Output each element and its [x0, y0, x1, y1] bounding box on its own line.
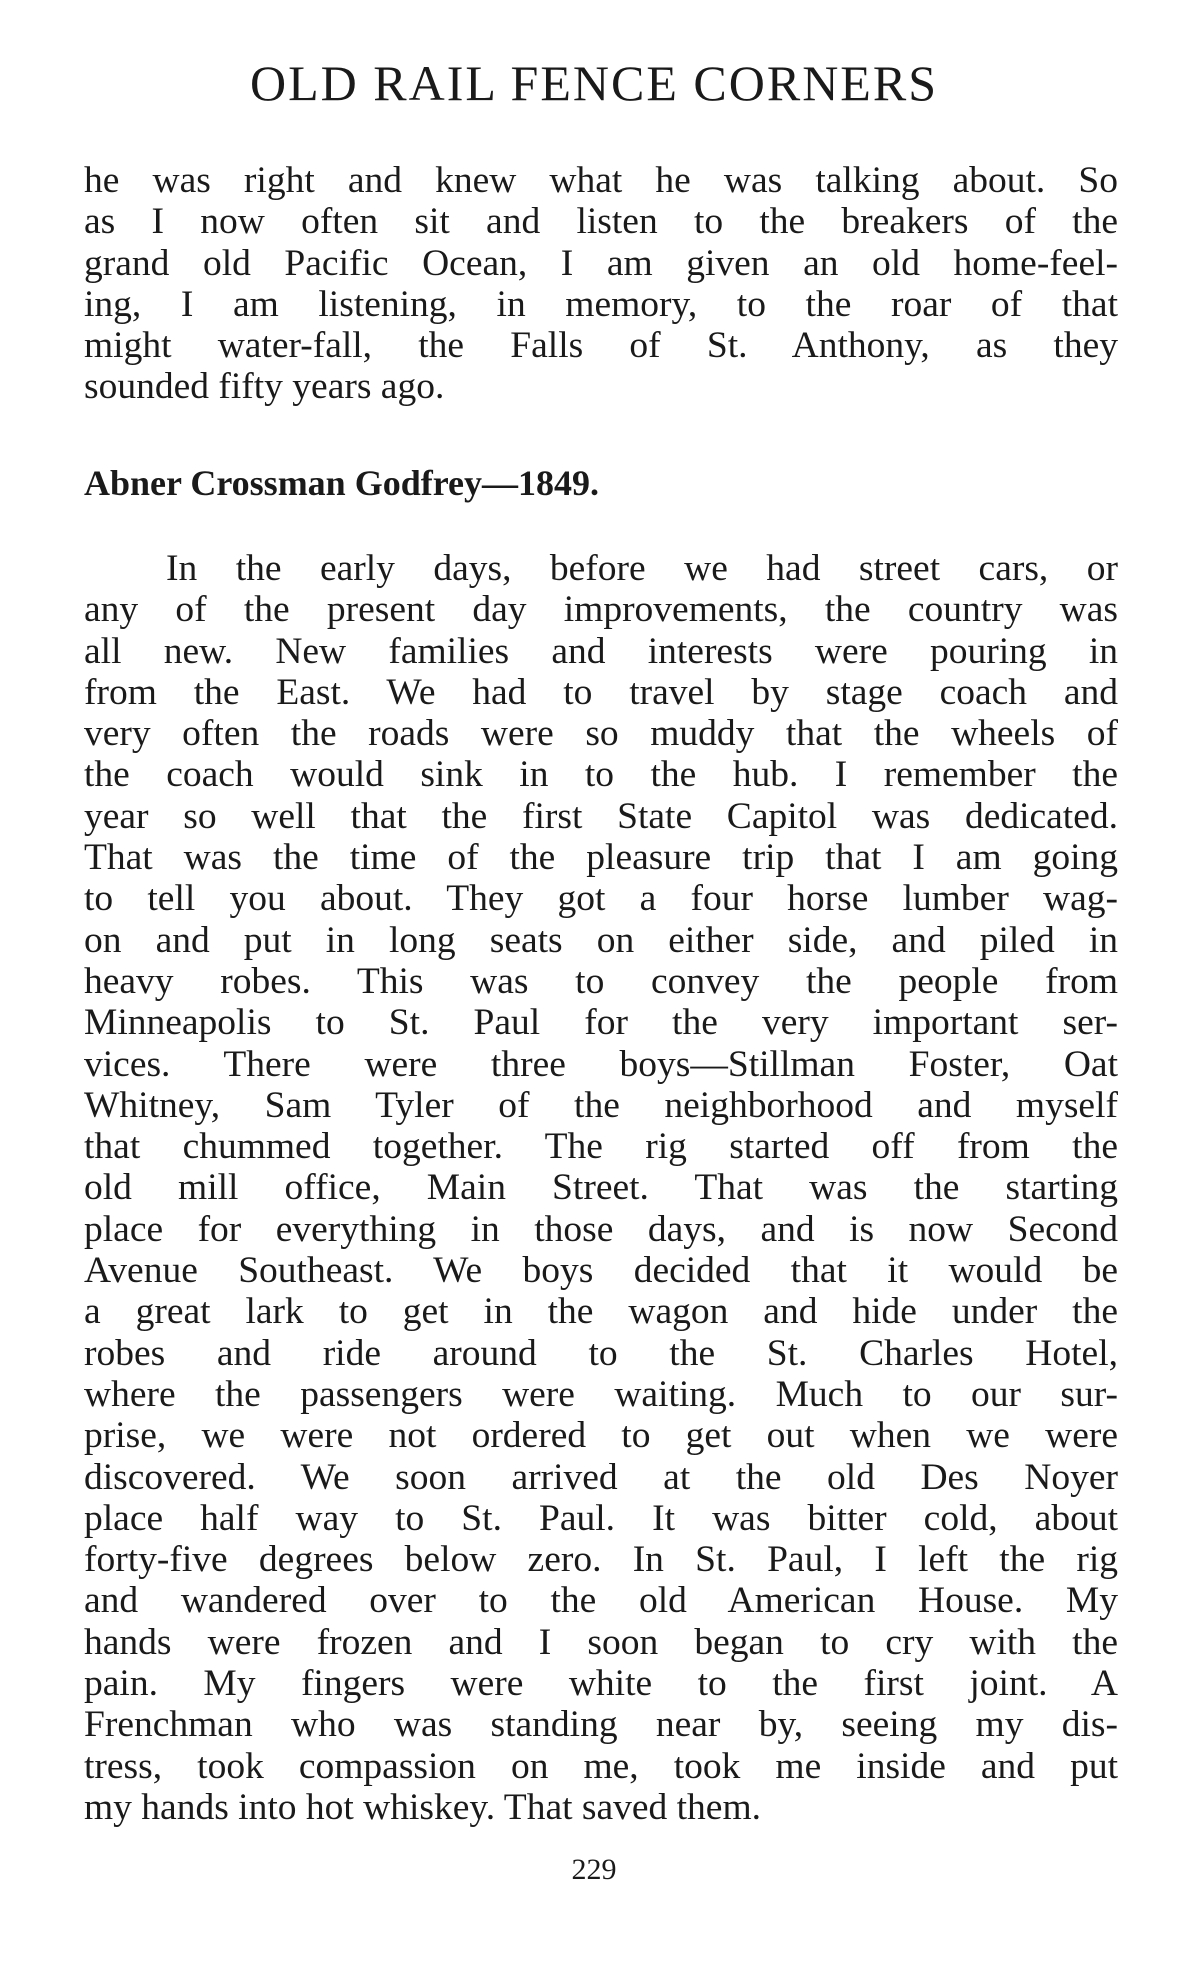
text-line: Avenue Southeast. We boys decided that it would be	[84, 1250, 1118, 1292]
text-line: Minneapolis to St. Paul for the very important ser-	[84, 1002, 1118, 1044]
text-line: pain. My fingers were white to the first joint. A	[84, 1663, 1118, 1705]
section-heading: Abner Crossman Godfrey—1849.	[84, 463, 600, 503]
text-line: year so well that the first State Capitol was dedicated.	[84, 795, 1118, 837]
page-number: 229	[571, 1853, 617, 1886]
text-line: from the East. We had to travel by stage coach and	[84, 671, 1118, 713]
text-line: where the passengers were waiting. Much to our sur-	[84, 1373, 1118, 1415]
running-head: OLD RAIL FENCE CORNERS	[249, 55, 939, 111]
text-line: prise, we were not ordered to get out when we were	[84, 1415, 1118, 1457]
text-line: heavy robes. This was to convey the people from	[84, 960, 1118, 1002]
text-line: In the early days, before we had street cars, or	[166, 548, 1118, 589]
text-line: sounded fifty years ago.	[84, 366, 445, 408]
text-line: ing, I am listening, in memory, to the roar of that	[84, 283, 1118, 325]
text-line: old mill office, Main Street. That was the starting	[84, 1167, 1118, 1209]
narrative-paragraph	[84, 548, 1118, 1828]
text-line: vices. There were three boys—Stillman Foster, Oat	[84, 1043, 1118, 1085]
text-line: tress, took compassion on me, took me inside and put	[84, 1745, 1118, 1787]
text-line: Frenchman who was standing near by, seeing my dis-	[84, 1704, 1118, 1746]
text-line: the coach would sink in to the hub. I remember the	[84, 754, 1118, 796]
text-line: That was the time of the pleasure trip that I am going	[84, 837, 1118, 879]
text-line: on and put in long seats on either side, and piled in	[84, 919, 1118, 961]
text-line: place for everything in those days, and is now Second	[84, 1208, 1118, 1250]
text-line: robes and ride around to the St. Charles Hotel,	[84, 1332, 1118, 1374]
text-line: place half way to St. Paul. It was bitter cold, about	[84, 1497, 1118, 1539]
text-line: he was right and knew what he was talking about. So	[84, 160, 1118, 201]
text-line: Whitney, Sam Tyler of the neighborhood and myself	[84, 1084, 1118, 1126]
text-line: hands were frozen and I soon began to cry with the	[84, 1621, 1118, 1663]
text-line: discovered. We soon arrived at the old Des Noyer	[84, 1456, 1118, 1498]
text-line: grand old Pacific Ocean, I am given an old home-feel-	[84, 242, 1118, 284]
text-line: my hands into hot whiskey. That saved them.	[84, 1786, 761, 1828]
text-line: to tell you about. They got a four horse lumber wag-	[84, 878, 1118, 920]
text-line: very often the roads were so muddy that the wheels of	[84, 713, 1118, 755]
text-line: might water-fall, the Falls of St. Anthony, as they	[84, 325, 1118, 367]
text-line: and wandered over to the old American House. My	[84, 1580, 1118, 1622]
text-line: any of the present day improvements, the country was	[84, 589, 1118, 631]
text-line: all new. New families and interests were pouring in	[84, 630, 1118, 672]
text-line: that chummed together. The rig started off from the	[84, 1126, 1118, 1168]
continued-paragraph	[84, 160, 1118, 408]
text-line: forty-five degrees below zero. In St. Paul, I left the rig	[84, 1539, 1118, 1581]
text-line: as I now often sit and listen to the breakers of the	[84, 201, 1118, 243]
text-line: a great lark to get in the wagon and hide under the	[84, 1291, 1118, 1333]
